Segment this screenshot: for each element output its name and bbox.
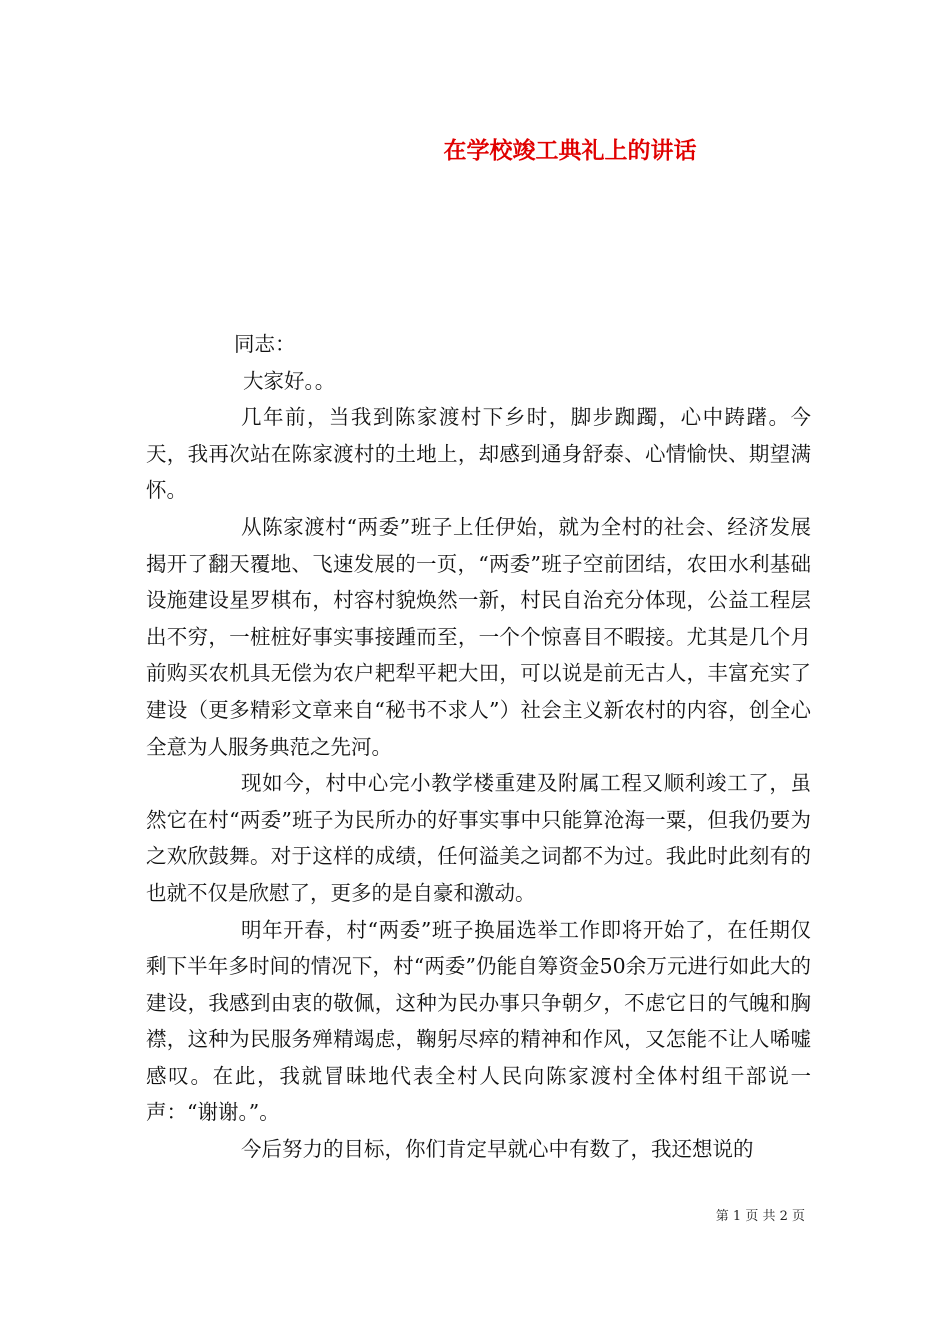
body-paragraph: 从陈家渡村“两委”班子上任伊始，就为全村的社会、经济发展揭开了翻天覆地、飞速发展的一页，“两委”班子空前团结，农田水利基础设施建设星罗棋布，村容村貌焕然一新，村民自治充分体现，公益工程层出不穷，一桩桩好事实事接踵而至，一个个惊喜目不暇接。尤其是几个月前购买农机具无偿为农户耙犁平耙大田，可以说是前无古人，丰富充实了建设（更多精彩文章来自“秘书不求人”）社会主义新农村的内容，创全心全意为人服务典范之先河。 — [146, 514, 811, 759]
salutation: 同志： — [234, 332, 296, 356]
body-paragraph: 现如今，村中心完小教学楼重建及附属工程又顺利竣工了，虽然它在村“两委”班子为民所办的好事实事中只能算沧海一粟，但我仍要为之欢欣鼓舞。对于这样的成绩，任何溢美之词都不为过。我此时此刻有的也就不仅是欣慰了，更多的是自豪和激动。 — [146, 771, 811, 905]
document-body — [146, 326, 811, 1168]
greeting: 大家好。。 — [243, 368, 336, 393]
document-title: 在学校竣工典礼上的讲话 — [443, 137, 697, 164]
body-paragraph: 明年开春，村“两委”班子换届选举工作即将开始了，在任期仅剩下半年多时间的情况下，村“两委”仍能自筹资金50余万元进行如此大的建设，我感到由衷的敬佩，这种为民办事只争朝夕，不虑它日的气魄和胸襟，这种为民服务殚精竭虑，鞠躬尽瘁的精神和作风，又怎能不让人唏嘘感叹。在此，我就冒昧地代表全村人民向陈家渡村全体村组干部说一声：“谢谢。”。 — [146, 917, 811, 1125]
page-number: 第 1 页 共 2 页 — [715, 1209, 805, 1224]
body-paragraph: 今后努力的目标，你们肯定早就心中有数了，我还想说的 — [241, 1137, 754, 1162]
body-paragraph: 几年前，当我到陈家渡村下乡时，脚步踟躅，心中踌躇。今天，我再次站在陈家渡村的土地上，却感到通身舒泰、心情愉快、期望满怀。 — [146, 405, 811, 503]
